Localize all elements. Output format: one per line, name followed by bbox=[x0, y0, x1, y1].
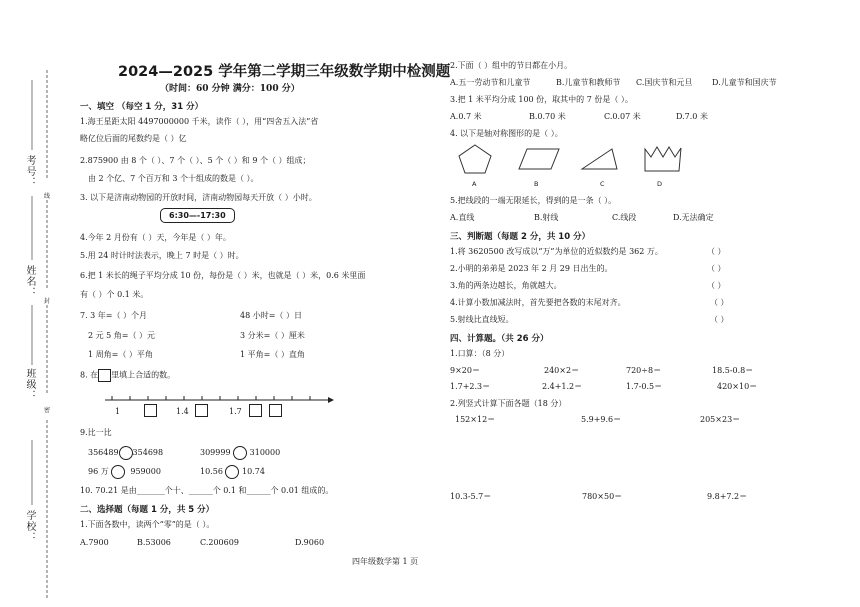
page-subtitle: （时间：60 分钟 满分：100 分） bbox=[160, 84, 300, 94]
judge-q3: 3.角的两条边越长，角就越大。 bbox=[450, 281, 562, 290]
choice-q1: 1.下面各数中，读两个“零”的是（ ）。 bbox=[80, 520, 215, 529]
vert-r2-2: 780×50＝ bbox=[582, 492, 623, 501]
judge-q1: 1.将 3620500 改写成以“万”为单位的近似数约是 362 万。 bbox=[450, 247, 663, 256]
choice-q5-opt-b: B.射线 bbox=[534, 213, 559, 222]
judge-a5: （ ） bbox=[710, 315, 729, 324]
compare-a4: 10.56 bbox=[200, 467, 223, 476]
numline-answer-box-2[interactable] bbox=[195, 404, 208, 417]
answer-box-icon bbox=[98, 369, 111, 382]
page-footer: 四年级数学第 1 页 bbox=[352, 557, 419, 566]
choice-q1-opt-a: A.7900 bbox=[80, 538, 109, 547]
judge-q4: 4.计算小数加减法时，首先要把各数的末尾对齐。 bbox=[450, 298, 626, 307]
compare-row-1 bbox=[88, 446, 163, 460]
parallelogram-shape bbox=[519, 149, 559, 169]
compare-row-4 bbox=[200, 465, 265, 479]
compare-a3: 96 万 bbox=[88, 467, 109, 476]
numline-answer-box-3[interactable] bbox=[249, 404, 262, 417]
compare-b3: 959000 bbox=[130, 467, 161, 476]
judge-a2: （ ） bbox=[707, 264, 726, 273]
compare-circle-icon[interactable] bbox=[119, 446, 133, 460]
q7-r2-a: 2 元 5 角=（ ）元 bbox=[88, 331, 156, 340]
choice-q3-opt-b: B.0.70 米 bbox=[529, 112, 566, 121]
q2-line2: 由 2 个亿、7 个百万和 3 个十组成的数是（ ）。 bbox=[88, 174, 259, 183]
exam-no-label: 考号： bbox=[24, 155, 35, 188]
seal-feng: 封 bbox=[44, 298, 51, 305]
q9-text: 9.比一比 bbox=[80, 428, 112, 437]
vert-r2-3: 9.8+7.2＝ bbox=[707, 492, 748, 501]
choice-q2-opt-a: A.五一劳动节和儿童节 bbox=[450, 78, 531, 87]
q7-r3-a: 1 周角=（ ）平角 bbox=[88, 350, 153, 359]
choice-q5-opt-a: A.直线 bbox=[450, 213, 475, 222]
compare-b2: 310000 bbox=[249, 448, 281, 457]
q8-suffix: 里填上合适的数。 bbox=[111, 370, 176, 380]
q7-r3-b: 1 平角=（ ）直角 bbox=[240, 350, 305, 359]
vert-r2-1: 10.3-5.7＝ bbox=[450, 492, 492, 501]
judge-a1: （ ） bbox=[707, 247, 726, 256]
seal-xian: 线 bbox=[44, 193, 51, 200]
q6-line2: 有（ ）个 0.1 米。 bbox=[80, 290, 149, 299]
numline-label-2: 1.4 bbox=[176, 407, 189, 416]
vertical-calc-title: 2.列竖式计算下面各题（18 分） bbox=[450, 399, 567, 408]
compare-circle-icon[interactable] bbox=[111, 465, 125, 479]
q7-r1-b: 48 小时=（ ）日 bbox=[240, 311, 302, 320]
q10-text: 10. 70.21 是由_______个十、______个 0.1 和______个 0.01 组成的。 bbox=[80, 486, 334, 495]
section-fill-title: 一、填空 （每空 1 分，31 分） bbox=[80, 102, 204, 112]
choice-q4: 4. 以下是轴对称图形的是（ ）。 bbox=[450, 129, 563, 138]
compare-circle-icon[interactable] bbox=[233, 446, 247, 460]
class-label: 班级： bbox=[24, 368, 35, 401]
oral-r1-1: 9×20＝ bbox=[450, 366, 480, 375]
oral-r2-2: 2.4+1.2＝ bbox=[542, 382, 583, 391]
q1-line2: 略亿位后面的尾数约是（ ）亿 bbox=[80, 134, 187, 143]
choice-q3: 3.把 1 米平均分成 100 份，取其中的 7 份是（ ）。 bbox=[450, 95, 633, 104]
symmetry-shapes bbox=[450, 143, 700, 177]
compare-row-3 bbox=[88, 465, 161, 479]
oral-r1-4: 18.5-0.8＝ bbox=[712, 366, 754, 375]
choice-q5: 5.把线段的一端无限延长，得到的是一条（ ）。 bbox=[450, 196, 617, 205]
choice-q2-opt-b: B.儿童节和教师节 bbox=[556, 78, 621, 87]
school-label: 学校： bbox=[24, 510, 35, 543]
shape-label-c: C bbox=[600, 180, 605, 188]
oral-r2-3: 1.7-0.5＝ bbox=[626, 382, 663, 391]
choice-q3-opt-a: A.0.7 米 bbox=[450, 112, 482, 121]
choice-q2-opt-d: D.儿童节和国庆节 bbox=[712, 78, 777, 87]
oral-r1-3: 720÷8＝ bbox=[626, 366, 662, 375]
choice-q5-opt-d: D.无法确定 bbox=[673, 213, 714, 222]
compare-b1: 354698 bbox=[132, 448, 164, 457]
vert-r1-1: 152×12＝ bbox=[455, 415, 496, 424]
compare-circle-icon[interactable] bbox=[225, 465, 239, 479]
choice-q1-opt-d: D.9060 bbox=[295, 538, 325, 547]
section-calc-title: 四、计算题。（共 26 分） bbox=[450, 334, 549, 344]
judge-q2: 2.小明的弟弟是 2023 年 2 月 29 日出生的。 bbox=[450, 264, 613, 273]
vert-r1-2: 5.9+9.6＝ bbox=[581, 415, 622, 424]
crown-shape bbox=[645, 147, 681, 171]
oral-r2-4: 420×10＝ bbox=[717, 382, 758, 391]
numline-label-1: 1 bbox=[115, 407, 121, 416]
shape-label-d: D bbox=[657, 180, 663, 188]
compare-a1: 356489 bbox=[88, 448, 119, 457]
oral-title: 1.口算：（8 分） bbox=[450, 349, 510, 358]
shape-label-b: B bbox=[534, 180, 539, 188]
choice-q3-opt-c: C.0.07 米 bbox=[604, 112, 641, 121]
q8-prefix: 8. 在 bbox=[80, 370, 99, 380]
choice-q1-opt-b: B.53006 bbox=[137, 538, 171, 547]
name-label: 姓名： bbox=[24, 265, 35, 298]
shape-label-a: A bbox=[472, 180, 477, 188]
q6-line1: 6.把 1 米长的绳子平均分成 10 份，每份是（ ）米，也就是（ ）米，0.6 米里面 bbox=[80, 271, 366, 280]
judge-a3: （ ） bbox=[707, 281, 726, 290]
pentagon-shape bbox=[459, 145, 491, 173]
q7-r2-b: 3 分米=（ ）厘米 bbox=[240, 331, 305, 340]
number-line bbox=[100, 392, 335, 412]
oral-r1-2: 240×2＝ bbox=[544, 366, 580, 375]
oral-r2-1: 1.7+2.3＝ bbox=[450, 382, 491, 391]
q8-text bbox=[80, 369, 175, 382]
q3-text: 3. 以下是济南动物园的开放时间，济南动物园每天开放（ ）小时。 bbox=[80, 193, 317, 202]
numline-answer-box-4[interactable] bbox=[269, 404, 282, 417]
q7-r1-a: 7. 3 年=（ ）个月 bbox=[80, 311, 148, 320]
compare-a2: 309999 bbox=[200, 448, 231, 457]
q2-line1: 2.875900 由 8 个（ ）、7 个（ ）、5 个（ ）和 9 个（ ）组成； bbox=[80, 156, 311, 165]
judge-q5: 5.射线比直线短。 bbox=[450, 315, 514, 324]
q5-text: 5.用 24 时计时法表示，晚上 7 时是（ ）时。 bbox=[80, 251, 244, 260]
choice-q2-opt-c: C.国庆节和元旦 bbox=[636, 78, 693, 87]
seal-mi: 密 bbox=[44, 407, 51, 414]
judge-a4: （ ） bbox=[710, 298, 729, 307]
vert-r1-3: 205×23＝ bbox=[700, 415, 741, 424]
q1-line1: 1.海王星距太阳 4497000000 千米，读作（ ），用“四舍五入法”省 bbox=[80, 117, 319, 126]
compare-b4: 10.74 bbox=[242, 467, 265, 476]
page-title: 2024—2025 学年第二学期三年级数学期中检测题 bbox=[118, 64, 451, 80]
numline-answer-box-1[interactable] bbox=[144, 404, 157, 417]
section-judge-title: 三、判断题（每题 2 分，共 10 分） bbox=[450, 232, 591, 242]
section-choice-title: 二、选择题（每题 1 分，共 5 分） bbox=[80, 505, 215, 515]
compare-row-2 bbox=[200, 446, 280, 460]
q4-text: 4.今年 2 月份有（ ）天，今年是（ ）年。 bbox=[80, 233, 231, 242]
choice-q2: 2.下面（ ）组中的节日都在小月。 bbox=[450, 61, 573, 70]
opening-hours-box: 6:30—-17:30 bbox=[160, 208, 235, 223]
choice-q1-opt-c: C.200609 bbox=[200, 538, 239, 547]
choice-q3-opt-d: D.7.0 米 bbox=[676, 112, 708, 121]
triangle-shape bbox=[582, 149, 617, 169]
numline-label-3: 1.7 bbox=[229, 407, 242, 416]
choice-q5-opt-c: C.线段 bbox=[612, 213, 637, 222]
